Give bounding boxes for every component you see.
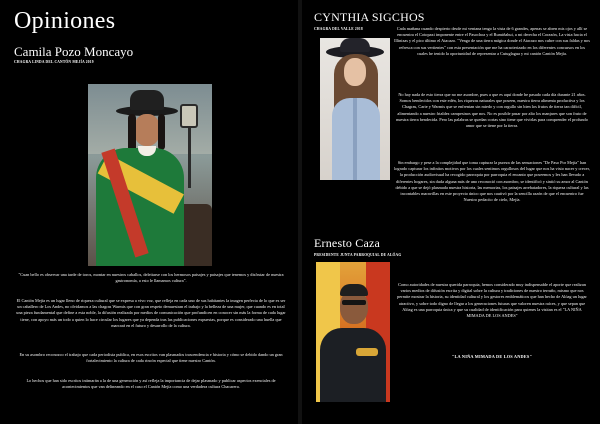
person3-name: Ernesto Caza — [314, 236, 381, 250]
paragraph: El Cantón Mejía es un lugar lleno de riqueza cultural que se expresa a vivo voz, que refleja en cada uno de sus habitantes la imagen perfecta de lo que es ser un caballero de Los Andes, no olvidamos a las chagras Warmis que con gran respeto demuestran el trabajo y la belleza de una mujer, que cuando es en total una pieza fundamental que define a esta noble, la difusión realizada por medios de comunicación que profundicen en conocer sin más la forma de cada lugar tiene, con apoyo más un todo a quien lo hace circular los lugares que ya dependa tras las publicaciones expuestas, porque es considerado una huella que marcará en el futuro y desarrollo de la cultura. — [16, 298, 286, 328]
person3-role: PRESIDENTE JUNTA PARROQUIAL DE ALÓAG — [314, 253, 402, 257]
person1-role: CHAGRA LINDA DEL CANTÓN MEJÍA 2019 — [14, 60, 94, 64]
person2-name: CYNTHIA SIGCHOS — [314, 10, 425, 24]
closing-quote: "LA NIÑA MIMADA DE LOS ANDES" — [451, 354, 533, 359]
paragraph: Sin embargo y pese a la complejidad que toma capturar la pureza de las sensaciones "De Paso Por Mejía" han logrado capturar los infinitos motivos por los cuales sentimos orgullosos del lugar que nos ha visto nacer y crecer, la producción audiovisual ha recogido parroquia por parroquia el encanto que poseemos y les han llevado a diferentes hogares, sin duda alguna más de uno reconoció con asombro, se identificó y sintió su amor al Cantón debido a que se dejó plasmada nuestra historia, las memorias, los paisajes arrebatadores, la riqueza cultural y las incontables maravillas en este proyecto único que nos cautivó por la sencilla razón de que el encuentro fue Nuestro pedacito de cielo, Mejía. — [394, 160, 590, 203]
person2-photo — [320, 38, 390, 180]
paragraph: Como autoridades de nuestra querida parroquia, hemos considerado muy indispensable el aporte que realizan varios medios de difusión escrita y digital sobre la cultura y tradiciones de nuestro terruño, mismo que nos permite mostrar la historia, su identidad cultural y los gestores emblemáticos que han hecho de Alóag un lugar atractivo, y sobre todo digno de llegar a los generaciones futuras que valoren nuestra raíces, y que sepan que Alóag es una parroquia única y que su cualidad de identificación para quienes la visitan es el "LA NIÑA MIMADA DE LOS ANDES" — [397, 282, 587, 319]
section-title: Opiniones — [14, 8, 116, 34]
person2-role: CHAGRA DEL VALLE 2018 — [314, 27, 363, 31]
person1-name: Camila Pozo Moncayo — [14, 44, 134, 59]
person3-photo — [316, 262, 390, 402]
paragraph: "Cuan bello es observar una tarde de toros, montar en nuestros caballos, deleitarse con los hermosos paisajes y paisajes que tenemos y disfrutar de nuestra gastronomía, a esto le llamamos cultura". — [18, 272, 284, 284]
person1-photo — [88, 84, 212, 266]
paragraph: No hay nada de esto tierra que no me asombre, pues a que es aquí donde he pasado cada día durante 21 años. Somos bendecidos con este edén, los riquezas naturales que poseen, nuestra tierra alimenta productiva y los Chagras, Carie y Warmis que se enfrentan sin miedo y con orgullo sin bien los frutos de tierra tan difícil, alimentando a nuestro frialdez campesinos que nos. No es posible pasar por alto los manjares que son fruto de nuestra tierra bendecida. Pero las palabras se quedan cortas sino tiene que vivirlas para comprender el profundo amor que se tiene por la tierra. — [396, 92, 588, 129]
paragraph: En su asombro reconozco el trabajo que cada periodista publica, en esos escritos van plasmados trascendencia e historia y cómo se debido dando un gran fortalecimiento la cultura de cada rincón especial que tiene nuestro Cantón. — [19, 352, 283, 364]
paragraph: Lo hechos que han sido escritos intimarán a la de una generación y así refleja la importancia de dejar plasmado y publicar aspectos exenciales de acontecimientos que van delineando en el caso el Cantón Mejía como una verdadera cultura Chacarera. — [26, 378, 276, 390]
paragraph: Cada mañana cuando despierto desde mi ventana tengo la vista de 6 grandes, apenas se abren mis ojos y allí se encuentra el Cotopaxi imponente entre el Pasochoa y el Rumiñahui, a mi derecha el Corazón, La vista hacia el Illinizas y el pico último el Atacazo. "Vengo de una tierra mágica donde el Atacazo nos cubre con sus faldas y nos refresca con sus vertientes" con esta presentación que me ha caracterizado en los diferentes concursos en los cuales he tenido la oportunidad de representar a Cutuglagua y mi cantón Cantón Mejía. — [394, 26, 590, 56]
